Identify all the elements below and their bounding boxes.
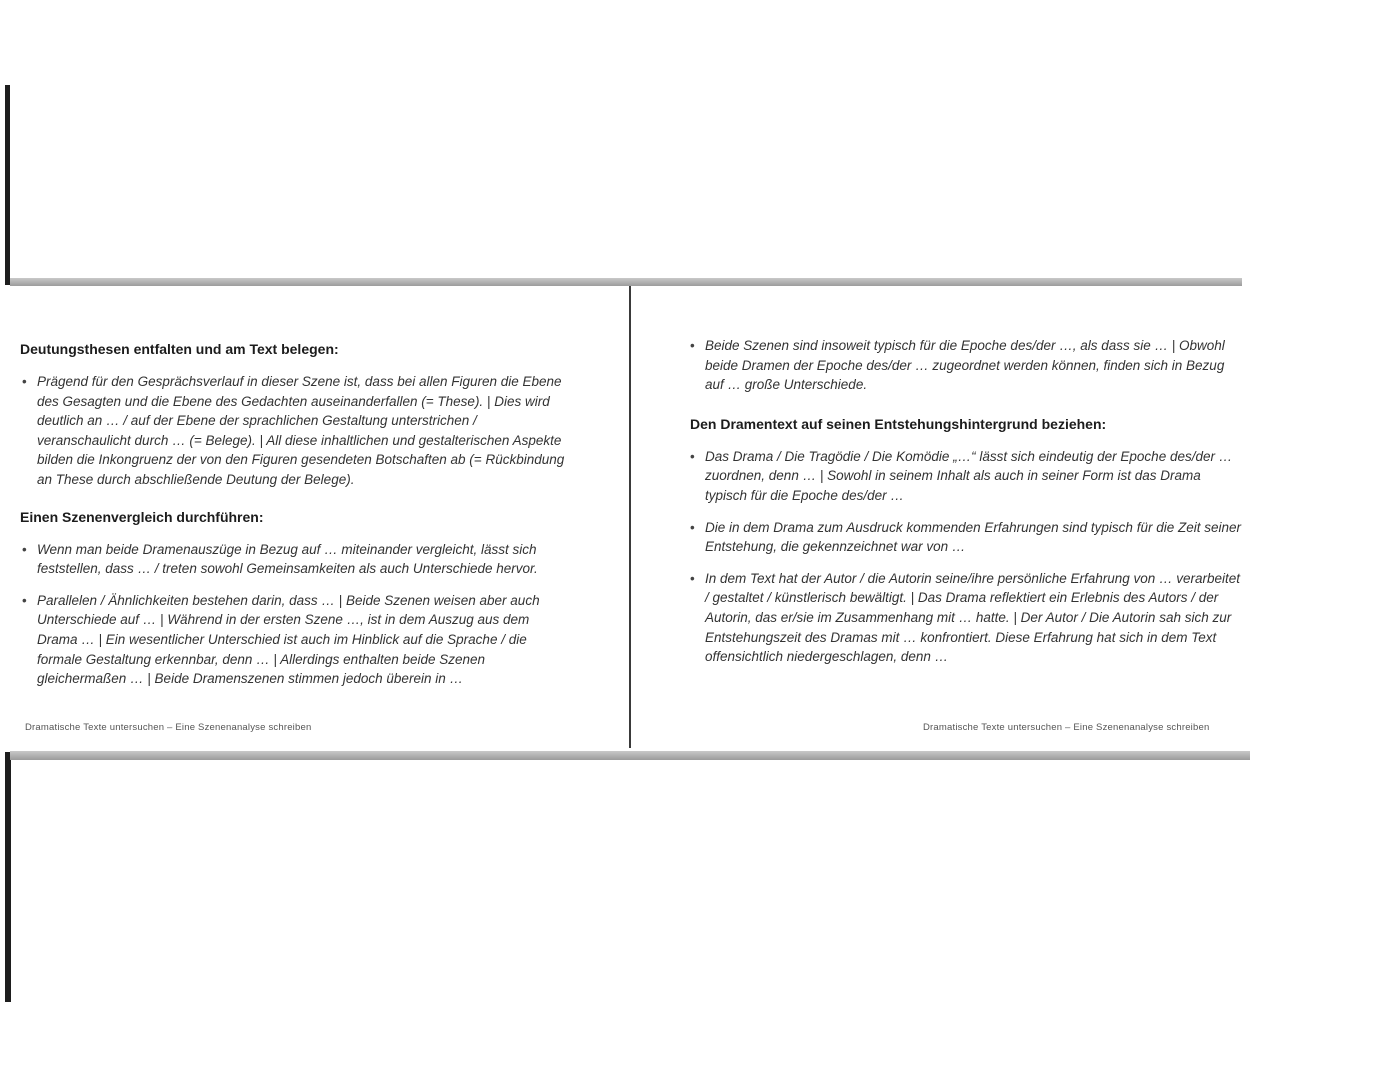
right-page <box>690 336 1245 679</box>
top-page-rule <box>10 278 1242 286</box>
section-deutungsthesen <box>20 340 565 490</box>
bullet-icon: • <box>22 592 27 608</box>
section-heading: Deutungsthesen entfalten und am Text belegen: <box>20 341 339 357</box>
bottom-page-rule <box>10 751 1250 760</box>
left-page <box>20 340 565 701</box>
bullet-icon: • <box>690 448 695 464</box>
bullet-icon: • <box>22 374 27 389</box>
list-item: • Prägend für den Gesprächsverlauf in dieser Szene ist, dass bei allen Figuren die Ebene des Gesagten und die Ebene des Gedachten auseinanderfallen (= These). | Dies wird deutlich an … / auf der Ebene der sprachlichen Gestaltung unterstrichen / veranschaulicht durch … (= Belege). | All diese inhaltlichen und gestalterischen Aspekte bilden die Inkongruenz der von den Figuren gesendeten Botschaften ab (= Rückbindung an These durch abschließende Deutung der Belege). <box>22 374 565 487</box>
section-heading: Einen Szenenvergleich durchführen: <box>20 508 264 525</box>
left-page-footer: Dramatische Texte untersuchen – Eine Szenenanalyse schreiben <box>25 722 312 733</box>
list-item: • Beide Szenen sind insoweit typisch für die Epoche des/der …, als dass sie … | Obwohl beide Dramen der Epoche des/der … zugeordnet werden können, finden sich in Bezug auf … große Unterschiede. <box>690 338 1225 393</box>
bullet-icon: • <box>22 541 27 557</box>
list-item: • Die in dem Drama zum Ausdruck kommenden Erfahrungen sind typisch für die Zeit seiner Entstehung, die gekennzeichnet war von … <box>690 519 1241 555</box>
scan-edge-top-left <box>5 85 10 285</box>
list-item: • Parallelen / Ähnlichkeiten bestehen darin, dass … | Beide Szenen weisen aber auch Unterschiede auf … | Während in der ersten Szene …, ist in dem Auszug aus dem Drama … | Ein wesentlicher Unterschied ist auch im Hinblick auf die Sprache / die formale Gestaltung erkennbar, denn … | Allerdings enthalten beide Szenen gleichermaßen … | Beide Dramenszenen stimmen jedoch überein in … <box>22 592 540 687</box>
bullet-icon: • <box>690 570 695 586</box>
bullet-icon: • <box>690 338 695 353</box>
list-item: • Wenn man beide Dramenauszüge in Bezug auf … miteinander vergleicht, lässt sich feststellen, dass … / treten sowohl Gemeinsamkeiten als auch Unterschiede hervor. <box>22 541 538 577</box>
list-item: • In dem Text hat der Autor / die Autorin seine/ihre persönliche Erfahrung von … verarbeitet / gestaltet / künstlerisch bewältigt. | Das Drama reflektiert ein Erlebnis des Autors / der Autorin, das er/sie im Zusammenhang mit … hatte. | Der Autor / Die Autorin sah sich zur Entstehungszeit des Dramas mit … konfrontiert. Diese Erfahrung hat sich in dem Text offensichtlich niedergeschlagen, denn … <box>690 570 1241 665</box>
center-fold-line <box>629 286 631 748</box>
section-szenenvergleich <box>20 508 565 689</box>
list-item: • Das Drama / Die Tragödie / Die Komödie „…“ lässt sich eindeutig der Epoche des/der … zuordnen, denn … | Sowohl in seinem Inhalt als auch in seiner Form ist das Drama typisch für die Epoche des/der … <box>690 448 1233 503</box>
bullet-icon: • <box>690 519 695 535</box>
scan-edge-bottom-left <box>5 752 11 1002</box>
section-heading: Den Dramentext auf seinen Entstehungshintergrund beziehen: <box>690 415 1107 432</box>
right-page-footer: Dramatische Texte untersuchen – Eine Szenenanalyse schreiben <box>923 722 1210 733</box>
section-entstehungshintergrund <box>690 415 1245 667</box>
